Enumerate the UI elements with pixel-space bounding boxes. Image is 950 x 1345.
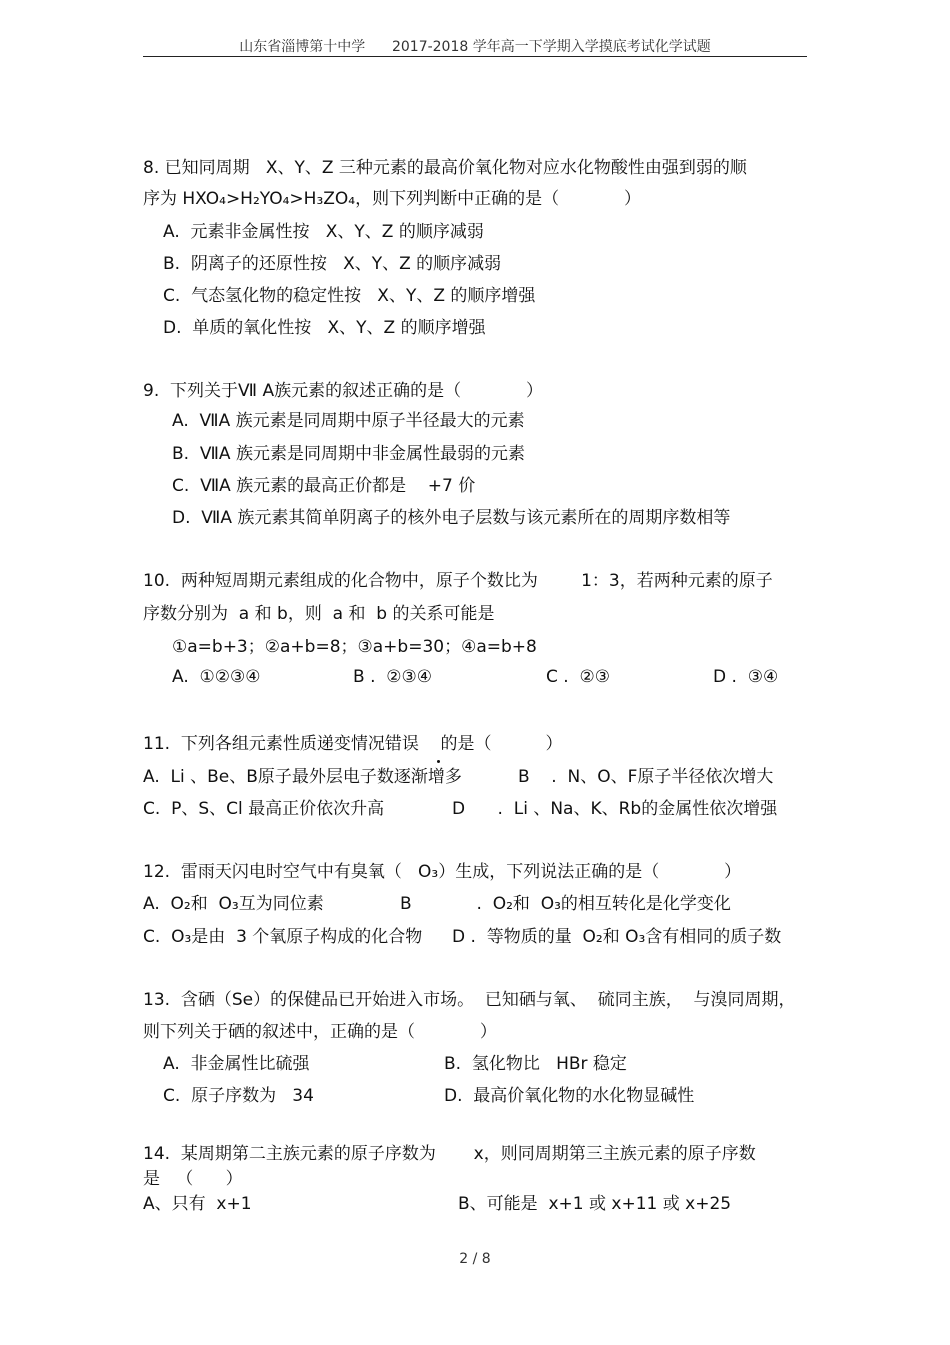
q10-stem-line1: 10. 两种短周期元素组成的化合物中，原子个数比为 1：3，若两种元素的原子: [143, 571, 773, 591]
q9-option-a: A. ⅦA 族元素是同周期中原子半径最大的元素: [172, 411, 525, 431]
emphasis-dot: [437, 760, 440, 763]
q13-stem-line1: 13. 含硒（Se）的保健品已开始进入市场。 已知硒与氧、 硫同主族， 与溴同周期，: [143, 990, 796, 1010]
q9-option-d: D. ⅦA 族元素其简单阴离子的核外电子层数与该元素所在的周期序数相等: [172, 508, 731, 528]
q11-option-a: A. Li 、Be、B原子最外层电子数逐渐增多: [143, 767, 462, 787]
q10-option-d: D . ③④: [713, 667, 779, 687]
q9-stem: 9. 下列关于Ⅶ A族元素的叙述正确的是（ ）: [143, 381, 543, 401]
q9-option-b: B. ⅦA 族元素是同周期中非金属性最弱的元素: [172, 444, 525, 464]
q11-option-d: D . Li 、Na、K、Rb的金属性依次增强: [452, 799, 778, 819]
q8-stem-line2: 序为 HXO₄>H₂YO₄>H₃ZO₄，则下列判断中正确的是（ ）: [143, 189, 641, 209]
q11-option-b: B . N、O、F原子半径依次增大: [518, 767, 774, 787]
q13-option-c: C. 原子序数为 34: [163, 1086, 314, 1106]
q10-option-b: B . ②③④: [353, 667, 432, 687]
q13-option-a: A. 非金属性比硫强: [163, 1054, 310, 1074]
q8-option-c: C. 气态氢化物的稳定性按 X、Y、Z 的顺序增强: [163, 286, 536, 306]
q11-option-c: C. P、S、Cl 最高正价依次升高: [143, 799, 385, 819]
q12-option-b: B . O₂和 O₃的相互转化是化学变化: [400, 894, 731, 914]
q12-option-d: D . 等物质的量 O₂和 O₃含有相同的质子数: [452, 927, 782, 947]
q8-option-a: A. 元素非金属性按 X、Y、Z 的顺序减弱: [163, 222, 484, 242]
page-number: 2 / 8: [459, 1251, 491, 1267]
q13-option-d: D. 最高价氧化物的水化物显碱性: [444, 1086, 695, 1106]
q10-option-a: A. ①②③④: [172, 667, 261, 687]
q14-option-a: A、只有 x+1: [143, 1194, 252, 1214]
q12-stem: 12. 雷雨天闪电时空气中有臭氧（ O₃）生成，下列说法正确的是（ ）: [143, 862, 742, 882]
q8-stem-line1: 8. 已知同周期 X、Y、Z 三种元素的最高价氧化物对应水化物酸性由强到弱的顺: [143, 158, 747, 178]
q12-option-a: A. O₂和 O₃互为同位素: [143, 894, 324, 914]
header-rule: [143, 56, 807, 57]
q12-option-c: C. O₃是由 3 个氧原子构成的化合物: [143, 927, 423, 947]
q13-option-b: B. 氢化物比 HBr 稳定: [444, 1054, 627, 1074]
q8-option-b: B. 阴离子的还原性按 X、Y、Z 的顺序减弱: [163, 254, 502, 274]
q8-option-d: D. 单质的氧化性按 X、Y、Z 的顺序增强: [163, 318, 486, 338]
q14-stem-line1: 14. 某周期第二主族元素的原子序数为 x，则同周期第三主族元素的原子序数: [143, 1144, 756, 1164]
q14-option-b: B、可能是 x+1 或 x+11 或 x+25: [458, 1194, 732, 1214]
q14-stem-line2: 是 （ ）: [143, 1169, 243, 1189]
q10-option-c: C . ②③: [546, 667, 610, 687]
q10-conditions: ①a=b+3；②a+b=8；③a+b=30；④a=b+8: [172, 637, 537, 657]
q11-stem: 11. 下列各组元素性质递变情况错误 的是（ ）: [143, 734, 563, 754]
q9-option-c: C. ⅦA 族元素的最高正价都是 +7 价: [172, 476, 476, 496]
q10-stem-line2: 序数分别为 a 和 b，则 a 和 b 的关系可能是: [143, 604, 495, 624]
page-header: 山东省淄博第十中学 2017-2018 学年高一下学期入学摸底考试化学试题: [239, 39, 711, 55]
q13-stem-line2: 则下列关于硒的叙述中，正确的是（ ）: [143, 1022, 497, 1042]
